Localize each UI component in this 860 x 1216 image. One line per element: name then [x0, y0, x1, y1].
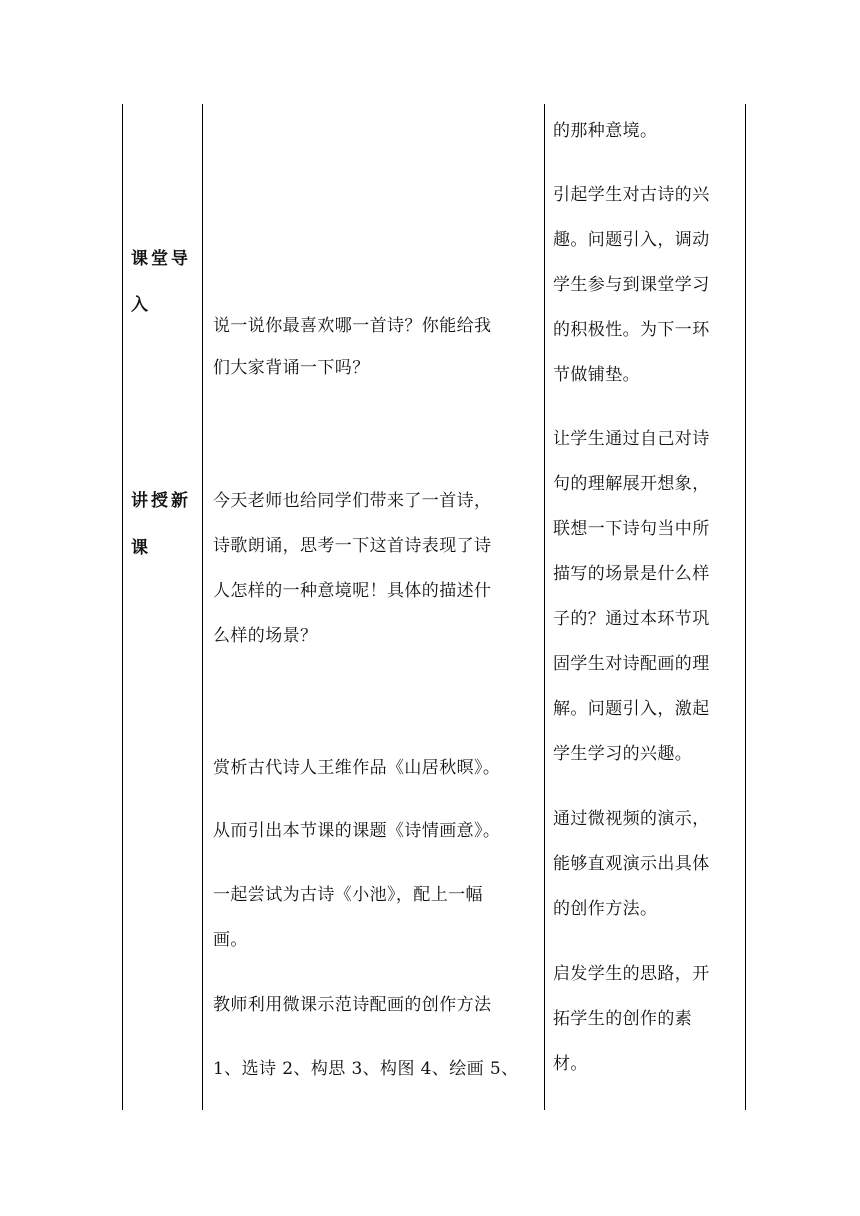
purpose4-line1: 启发学生的思路，开	[553, 964, 710, 984]
purpose1-line4: 的积极性。为下一环	[553, 320, 710, 340]
purpose1-line1: 引起学生对古诗的兴	[553, 185, 710, 205]
purpose2-line1: 让学生通过自己对诗	[553, 429, 710, 449]
table-border-left	[122, 104, 123, 1110]
table-border-right	[745, 104, 746, 1110]
purpose3-line3: 的创作方法。	[553, 899, 658, 919]
section-label-new-line2: 课	[131, 538, 151, 558]
table-border-col2	[544, 104, 545, 1110]
purpose1-line5: 节做铺垫。	[553, 365, 640, 385]
section-label-new-line1: 讲授新	[131, 491, 191, 511]
teach-paragraph-line2: 诗歌朗诵，思考一下这首诗表现了诗	[213, 536, 492, 556]
purpose3-line2: 能够直观演示出具体	[553, 854, 710, 874]
topic-line: 从而引出本节课的课题《诗情画意》。	[213, 821, 501, 841]
steps-line: 1、选诗 2、构思 3、构图 4、绘画 5、	[213, 1059, 519, 1079]
teach-paragraph-line3: 人怎样的一种意境呢！具体的描述什	[213, 581, 492, 601]
try-line1: 一起尝试为古诗《小池》，配上一幅	[213, 885, 483, 905]
demo-line: 教师利用微课示范诗配画的创作方法	[213, 995, 492, 1015]
purpose1-line3: 学生参与到课堂学习	[553, 275, 710, 295]
teach-paragraph-line4: 么样的场景？	[213, 626, 318, 646]
purpose2-line4: 描写的场景是什么样	[553, 564, 710, 584]
section-label-intro-line2: 入	[131, 295, 151, 315]
appreciate-line: 赏析古代诗人王维作品《山居秋暝》。	[213, 758, 501, 778]
purpose4-line2: 拓学生的创作的素	[553, 1009, 693, 1029]
purpose2-line7: 解。问题引入，激起	[553, 699, 710, 719]
purpose2-line6: 固学生对诗配画的理	[553, 654, 710, 674]
intro-question-line1: 说一说你最喜欢哪一首诗？你能给我	[213, 316, 492, 336]
purpose2-line5: 子的？通过本环节巩	[553, 609, 710, 629]
table-border-col1	[202, 104, 203, 1110]
purpose-continued: 的那种意境。	[553, 121, 658, 141]
try-line2: 画。	[213, 930, 248, 950]
section-label-intro-line1: 课堂导	[131, 249, 191, 269]
purpose2-line3: 联想一下诗句当中所	[553, 519, 710, 539]
purpose1-line2: 趣。问题引入，调动	[553, 230, 710, 250]
purpose4-line3: 材。	[553, 1054, 588, 1074]
purpose2-line8: 学生学习的兴趣。	[553, 744, 693, 764]
purpose3-line1: 通过微视频的演示，	[553, 809, 710, 829]
intro-question-line2: 们大家背诵一下吗？	[213, 358, 370, 378]
teach-paragraph-line1: 今天老师也给同学们带来了一首诗，	[213, 491, 492, 511]
purpose2-line2: 句的理解展开想象，	[553, 474, 710, 494]
